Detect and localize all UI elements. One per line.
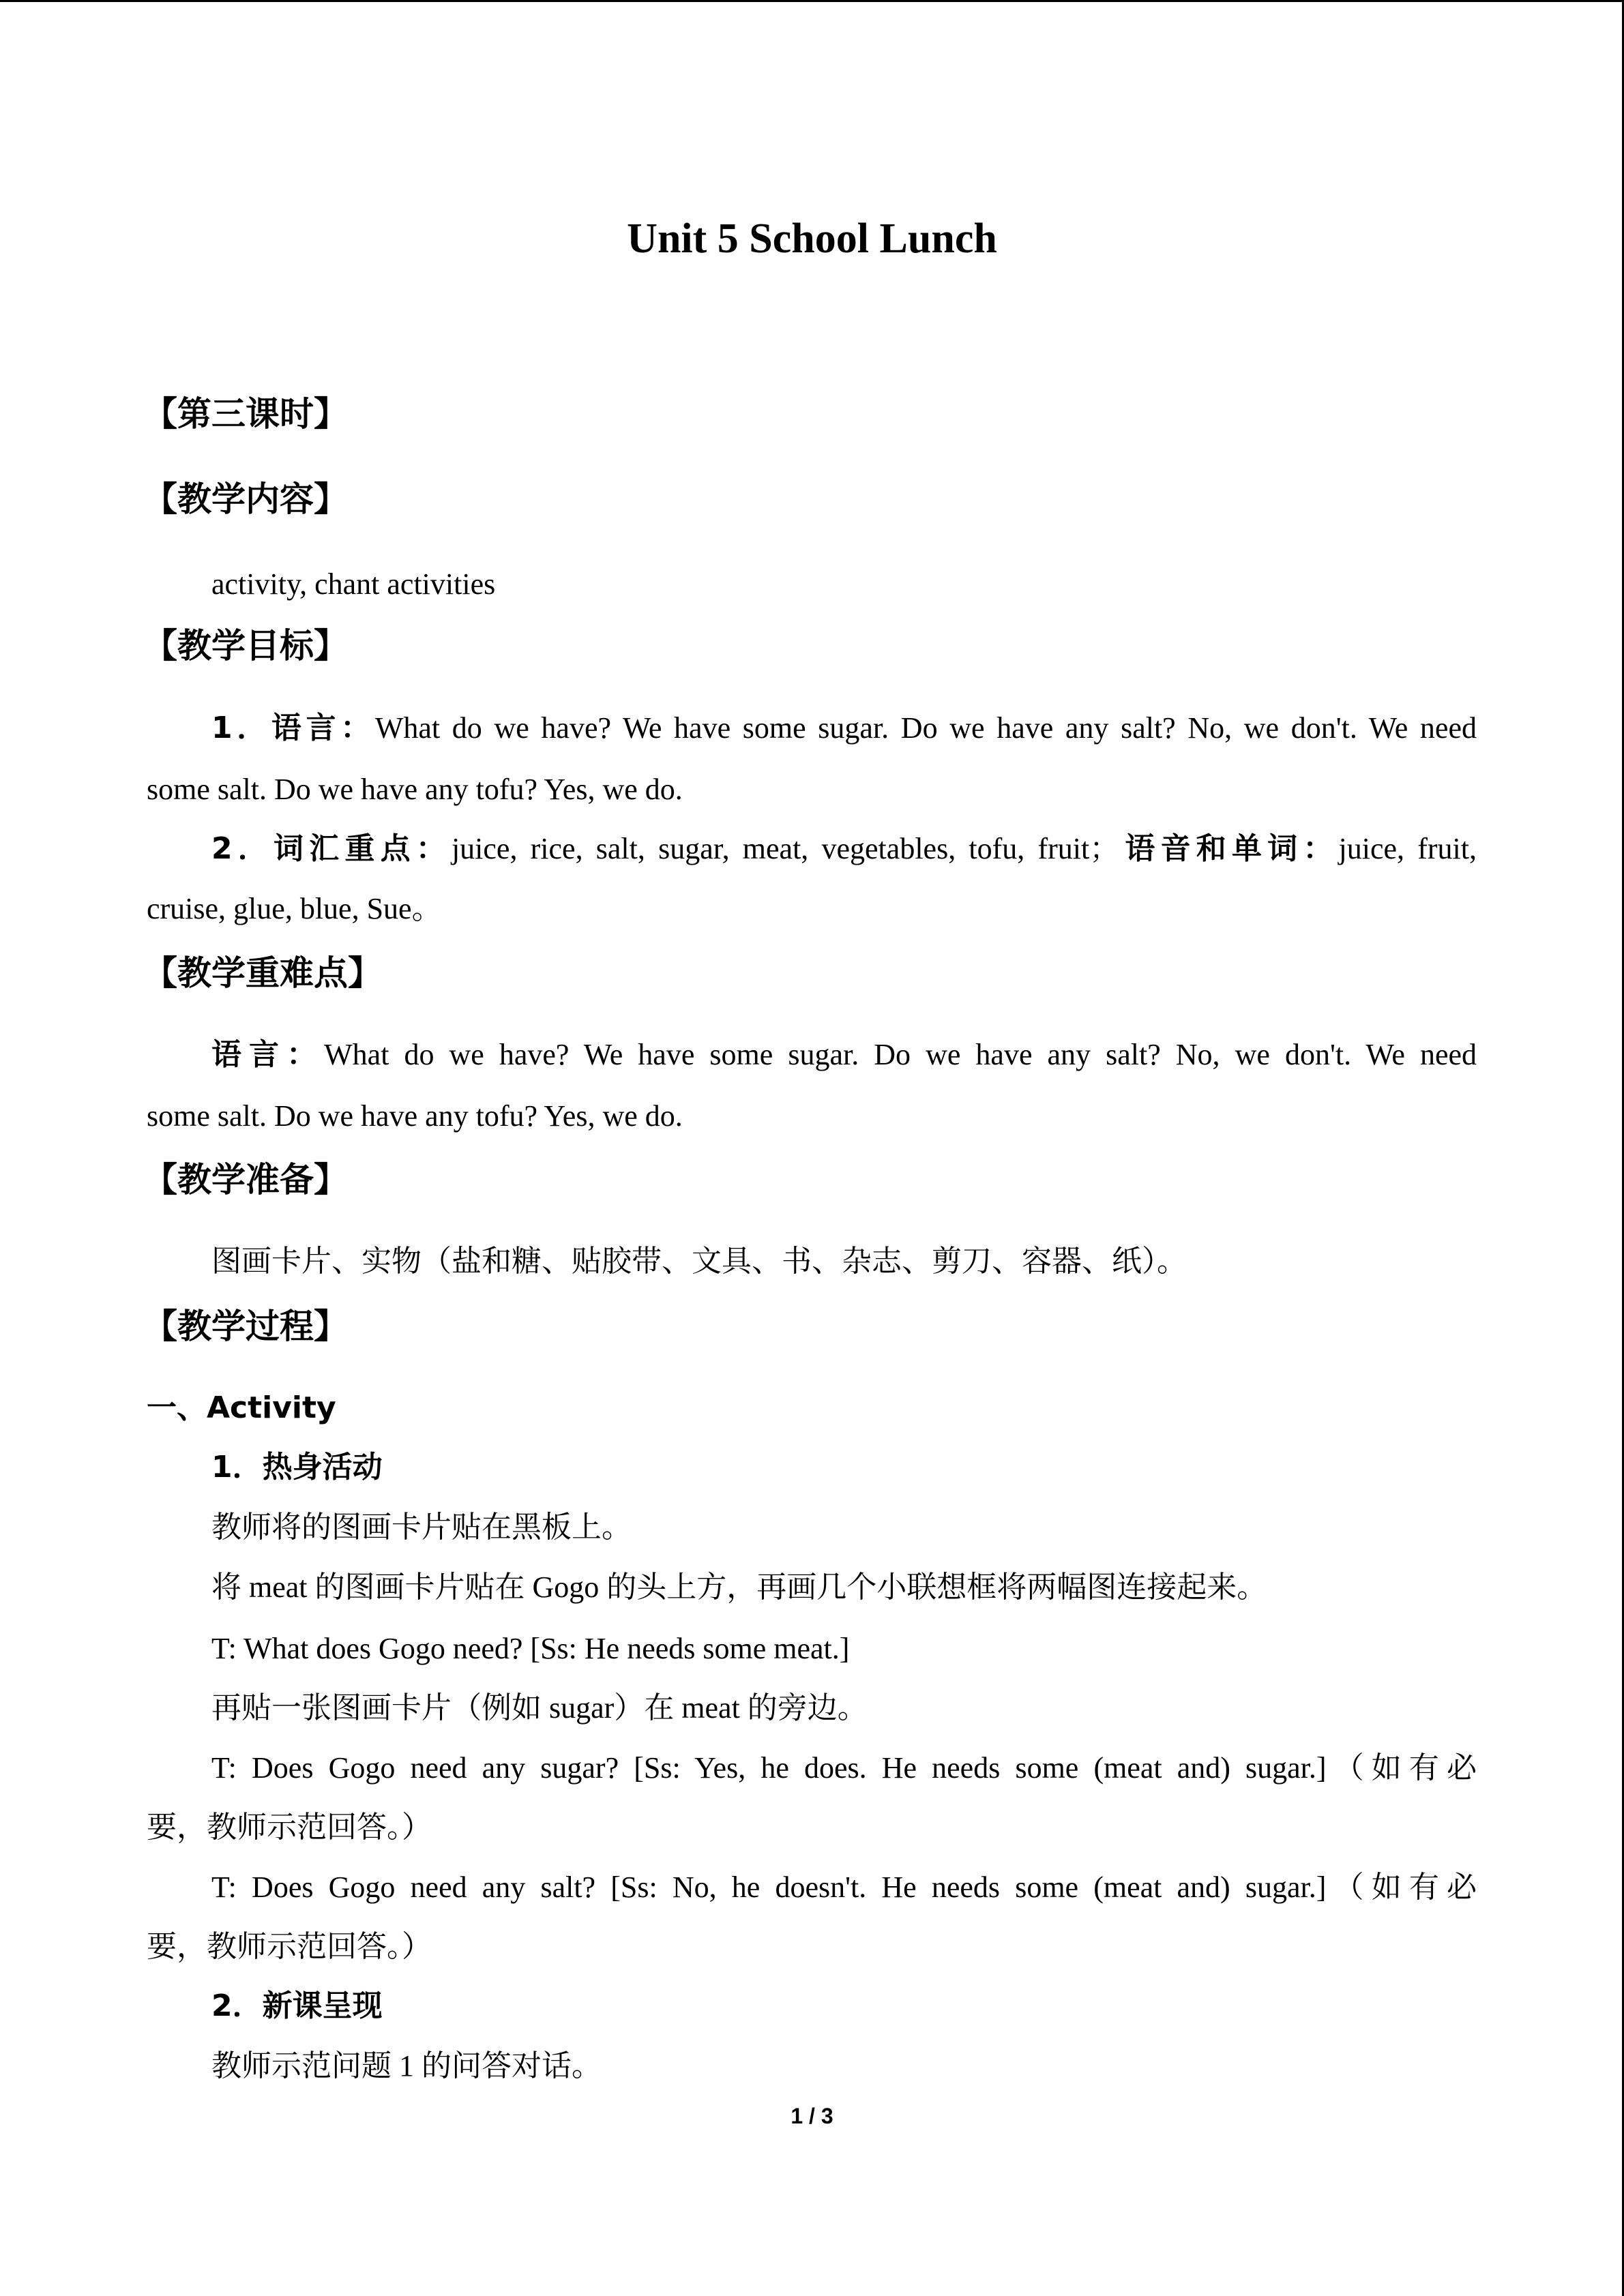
keypoints-text: What do we have? We have some sugar. Do we have any salt? No, we don't. We need	[324, 1038, 1477, 1071]
document-title: Unit 5 School Lunch	[627, 215, 997, 262]
step1-line5a: T: Does Gogo need any sugar? [Ss: Yes, he does. He needs some (meat and) sugar.]（如有必	[211, 1751, 1477, 1785]
prep-heading: 【教学准备】	[143, 1160, 348, 1199]
goal2-line2: cruise, glue, blue, Sue。	[147, 892, 442, 925]
part1-heading: 一、Activity	[147, 1390, 336, 1425]
step1-line4: 再贴一张图画卡片（例如 sugar）在 meat 的旁边。	[211, 1691, 868, 1725]
content-text: activity, chant activities	[211, 567, 496, 601]
page-number: 1 / 3	[791, 2104, 833, 2128]
keypoints-line1	[211, 1034, 1477, 1075]
process-heading: 【教学过程】	[143, 1307, 348, 1346]
goal1-label: 1．语言：	[211, 711, 375, 745]
step1-line1: 教师将的图画卡片贴在黑板上。	[211, 1510, 632, 1545]
keypoints-line2: some salt. Do we have any tofu? Yes, we do.	[147, 1099, 683, 1133]
page-top-border	[0, 0, 1624, 2]
goal1-line1	[211, 708, 1477, 749]
step1-line6a-wrap	[211, 1867, 1477, 1908]
lesson-heading: 【第三课时】	[143, 394, 348, 434]
keypoints-label: 语言：	[211, 1037, 325, 1072]
goal1-text: What do we have? We have some sugar. Do we have any salt? No, we don't. We need	[374, 711, 1477, 745]
step1-line6b: 要，教师示范回答。）	[147, 1929, 432, 1964]
step1-line5a-wrap	[211, 1748, 1477, 1789]
goals-heading: 【教学目标】	[143, 626, 348, 666]
prep-text: 图画卡片、实物（盐和糖、贴胶带、文具、书、杂志、剪刀、容器、纸）。	[211, 1244, 1187, 1279]
step1-line3: T: What does Gogo need? [Ss: He needs some meat.]	[211, 1632, 850, 1665]
content-heading: 【教学内容】	[143, 479, 348, 519]
step1-line2: 将 meat 的图画卡片贴在 Gogo 的头上方，再画几个小联想框将两幅图连接起来。	[211, 1570, 1267, 1604]
goal2-label: 2．词汇重点：	[211, 831, 452, 866]
goal2-line1	[211, 829, 1477, 869]
goal2-text-b: juice, fruit,	[1338, 832, 1477, 865]
step2-line1: 教师示范问题 1 的问答对话。	[211, 2049, 602, 2083]
goal2-text-a: juice, rice, salt, sugar, meat, vegetables, tofu, fruit；	[451, 832, 1120, 865]
step1-line6a: T: Does Gogo need any salt? [Ss: No, he doesn't. He needs some (meat and) sugar.]（如有必	[211, 1870, 1477, 1904]
goal1-line2: some salt. Do we have any tofu? Yes, we do.	[147, 773, 683, 806]
goal2-label-b: 语音和单词：	[1119, 831, 1339, 866]
step1-heading: 1．热身活动	[211, 1450, 383, 1485]
step1-line5b: 要，教师示范回答。）	[147, 1810, 432, 1845]
keypoints-heading: 【教学重难点】	[143, 953, 382, 993]
step2-heading: 2．新课呈现	[211, 1988, 383, 2023]
